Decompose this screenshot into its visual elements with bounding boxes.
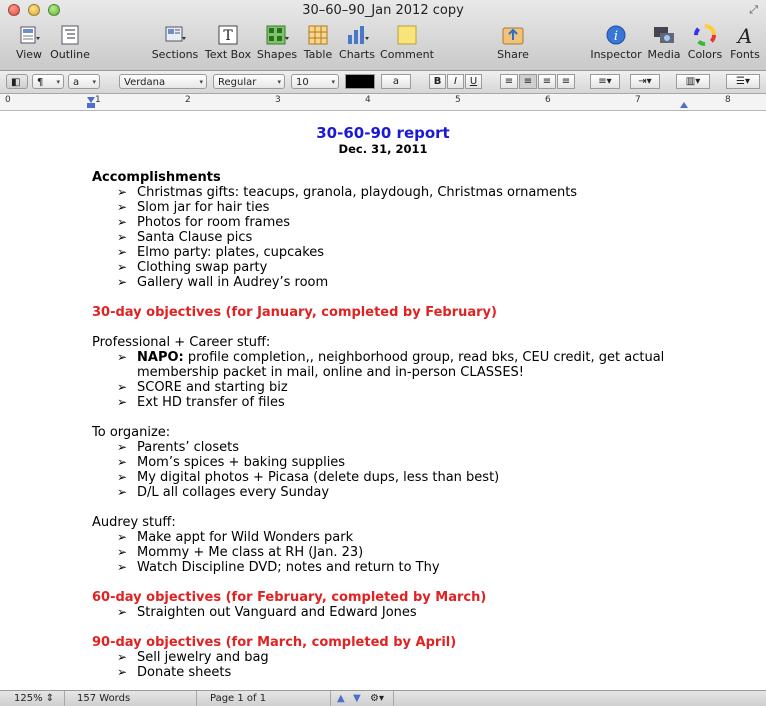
bullet-arrow-icon: ➢	[117, 350, 128, 364]
gear-icon[interactable]: ⚙▾	[370, 693, 384, 704]
share-button[interactable]: Share	[484, 24, 542, 68]
line-spacing-select[interactable]: ≡▾	[590, 74, 620, 89]
colors-button[interactable]: Colors	[676, 24, 734, 68]
bullet-arrow-icon: ➢	[117, 530, 128, 544]
bullet-arrow-icon: ➢	[117, 275, 128, 289]
align-left-button[interactable]: ≡	[500, 74, 518, 89]
columns-select[interactable]: ▥▾	[676, 74, 710, 89]
bullet-arrow-icon: ➢	[117, 230, 128, 244]
bullet-arrow-icon: ➢	[117, 440, 128, 454]
text-box-icon	[216, 24, 240, 46]
zoom-select[interactable]: 125% ⇕	[14, 693, 55, 704]
report-date: Dec. 31, 2011	[338, 142, 428, 156]
report-title: 30-60-90 report	[316, 124, 450, 142]
divider	[64, 691, 65, 706]
bullet-arrow-icon: ➢	[117, 395, 128, 409]
window-title: 30–60–90_Jan 2012 copy	[302, 3, 464, 18]
table-icon	[306, 24, 330, 46]
view-icon	[17, 24, 41, 46]
organize-heading: To organize:	[92, 425, 171, 440]
paragraph-style-select[interactable]: ¶ ▾	[32, 74, 64, 89]
accomplishments-heading: Accomplishments	[92, 170, 221, 185]
charts-button[interactable]: Charts	[328, 24, 386, 68]
share-icon	[501, 24, 525, 46]
bullet-arrow-icon: ➢	[117, 185, 128, 199]
audrey-heading: Audrey stuff:	[92, 515, 176, 530]
list-style-select[interactable]: ☰▾	[726, 74, 760, 89]
divider	[330, 691, 331, 706]
svg-text:A: A	[737, 24, 753, 46]
comment-icon	[395, 24, 419, 46]
justify-button[interactable]: ≡	[557, 74, 575, 89]
bullet-arrow-icon: ➢	[117, 485, 128, 499]
document-page[interactable]: 30-60-90 report Dec. 31, 2011 Accomplishments ➢ Christmas gifts: teacups, granola, playdough, Christmas ornaments ➢ Slom jar for hair ties ➢ Photos for room frames ➢ Santa Clause pics ➢ Elmo party: plates, cupcakes ➢ Clothing swap party ➢ Gallery wall in Audrey’s room 30-day objectives (for January, completed by February) Professional + Career stuff: ➢ NAPO: profile completion,, neighborhood group, read bks, CEU credit, get actual membership packet in mail, online and in-person CLASSES! ➢ SCORE and starting biz ➢ Ext HD transfer of files To organize: ➢ Parents’ closets ➢ Mom’s spices + baking supplies ➢ My digital photos + Picasa (delete dups, less than best) ➢ D/L all collages every Sunday Audrey stuff: ➢ Make appt for Wild Wonders park ➢ Mommy + Me class at RH (Jan. 23) ➢ Watch Discipline DVD; notes and return to Thy 60-day objectives (for February, completed by March) ➢ Straighten out Vanguard and Edward Jones 90-day objectives (for March, completed by April) ➢ Sell jewelry and bag ➢ Donate sheets	[0, 111, 766, 690]
window-titlebar	[0, 0, 766, 71]
right-indent-marker[interactable]	[680, 102, 688, 108]
previous-page-icon[interactable]: ▲	[337, 693, 345, 704]
styles-drawer-button[interactable]: ◧	[6, 74, 28, 89]
bullet-arrow-icon: ➢	[117, 215, 128, 229]
outline-icon	[58, 24, 82, 46]
professional-heading: Professional + Career stuff:	[92, 335, 271, 350]
comment-button[interactable]: Comment	[378, 24, 436, 68]
format-bar	[0, 71, 766, 94]
divider	[196, 691, 197, 706]
inspector-button[interactable]: i Inspector	[587, 24, 645, 68]
word-count: 157 Words	[77, 693, 131, 704]
left-indent-marker[interactable]	[87, 103, 95, 108]
media-button[interactable]: Media	[635, 24, 693, 68]
info-icon	[604, 24, 628, 46]
bullet-arrow-icon: ➢	[117, 455, 128, 469]
charts-icon	[345, 24, 369, 46]
text-color-well[interactable]	[345, 74, 375, 89]
objectives-60-heading: 60-day objectives (for February, completed by March)	[92, 590, 487, 605]
stepper-icon: ⇕	[45, 693, 55, 704]
horizontal-ruler[interactable]: 0 1 2 3 4 5 6 7 8	[0, 94, 766, 111]
media-icon	[652, 24, 676, 46]
sections-icon	[163, 24, 187, 46]
indent-select[interactable]: ⇥▾	[630, 74, 660, 89]
font-family-select[interactable]: Verdana ▾	[119, 74, 207, 89]
font-size-select[interactable]: 10 ▾	[291, 74, 339, 89]
status-bar	[0, 690, 766, 706]
fonts-icon	[733, 24, 757, 46]
table-button[interactable]: Table	[289, 24, 347, 68]
bullet-arrow-icon: ➢	[117, 665, 128, 679]
objectives-90-heading: 90-day objectives (for March, completed by April)	[92, 635, 457, 650]
objectives-30-heading: 30-day objectives (for January, completed by February)	[92, 305, 497, 320]
next-page-icon[interactable]: ▼	[353, 693, 361, 704]
bullet-arrow-icon: ➢	[117, 200, 128, 214]
outline-button[interactable]: Outline	[41, 24, 99, 68]
fonts-button[interactable]: A Fonts	[730, 24, 760, 61]
bold-button[interactable]: B	[429, 74, 446, 89]
align-center-button[interactable]: ≡	[519, 74, 537, 89]
fullscreen-icon[interactable]: ⤢	[749, 3, 758, 16]
highlight-color-well[interactable]: a	[381, 74, 411, 89]
text-box-button[interactable]: T Text Box	[199, 24, 257, 68]
bullet-arrow-icon: ➢	[117, 245, 128, 259]
sections-button[interactable]: Sections	[146, 24, 204, 68]
bullet-arrow-icon: ➢	[117, 545, 128, 559]
page-indicator: Page 1 of 1	[210, 693, 267, 704]
shapes-button[interactable]: Shapes	[248, 24, 306, 68]
character-style-select[interactable]: a ▾	[68, 74, 100, 89]
bullet-arrow-icon: ➢	[117, 560, 128, 574]
svg-text:i: i	[613, 29, 619, 44]
bullet-arrow-icon: ➢	[117, 260, 128, 274]
color-wheel-icon	[693, 24, 717, 46]
svg-text:T: T	[223, 28, 233, 44]
align-right-button[interactable]: ≡	[538, 74, 556, 89]
bullet-arrow-icon: ➢	[117, 470, 128, 484]
bullet-arrow-icon: ➢	[117, 650, 128, 664]
bullet-arrow-icon: ➢	[117, 380, 128, 394]
view-button[interactable]: View	[0, 24, 58, 68]
underline-button[interactable]: U	[465, 74, 482, 89]
divider	[393, 691, 394, 706]
shapes-icon	[265, 24, 289, 46]
typeface-select[interactable]: Regular ▾	[213, 74, 285, 89]
bullet-arrow-icon: ➢	[117, 605, 128, 619]
italic-button[interactable]: I	[447, 74, 464, 89]
